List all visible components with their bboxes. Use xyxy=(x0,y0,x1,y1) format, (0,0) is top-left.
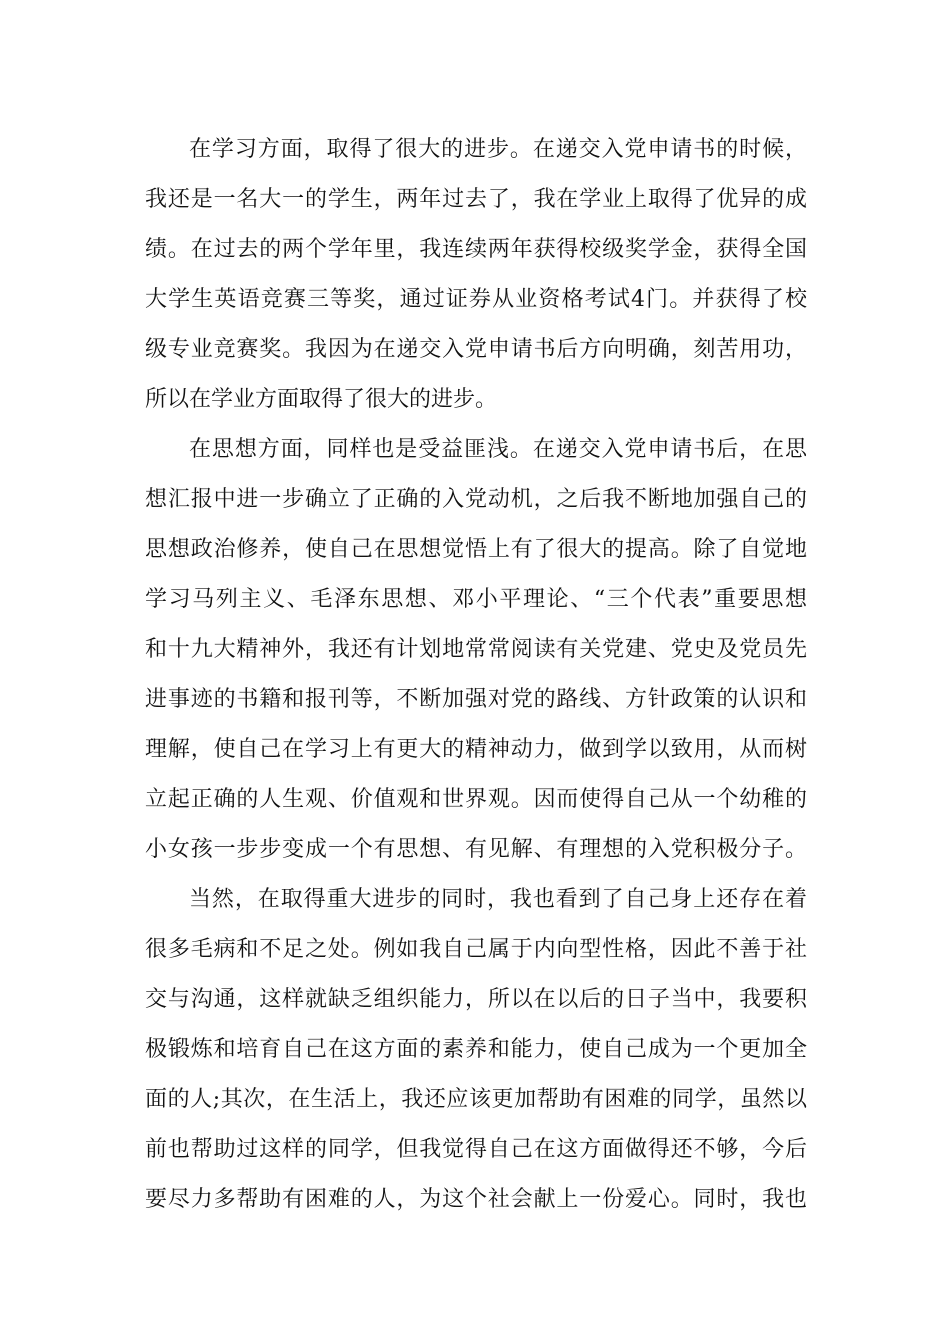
paragraph-1-line-4: 大学生英语竞赛三等奖，通过证券从业资格考试4门。并获得了校 xyxy=(145,287,807,312)
paragraph-2-line-1: 在思想方面，同样也是受益匪浅。在递交入党申请书后，在思 xyxy=(189,437,807,462)
paragraph-2-line-4: 学习马列主义、毛泽东思想、邓小平理论、“三个代表”重要思想 xyxy=(145,587,807,612)
paragraph-1-line-1: 在学习方面，取得了很大的进步。在递交入党申请书的时候， xyxy=(189,137,807,162)
paragraph-2-line-2: 想汇报中进一步确立了正确的入党动机，之后我不断地加强自己的 xyxy=(145,487,807,512)
paragraph-3-line-5: 面的人;其次，在生活上，我还应该更加帮助有困难的同学，虽然以 xyxy=(145,1087,807,1112)
paragraph-3-line-2: 很多毛病和不足之处。例如我自己属于内向型性格，因此不善于社 xyxy=(145,937,807,962)
paragraph-3-line-6: 前也帮助过这样的同学，但我觉得自己在这方面做得还不够，今后 xyxy=(145,1137,807,1162)
paragraph-3-line-4: 极锻炼和培育自己在这方面的素养和能力，使自己成为一个更加全 xyxy=(145,1037,807,1062)
paragraph-2-line-6: 进事迹的书籍和报刊等，不断加强对党的路线、方针政策的认识和 xyxy=(145,687,807,712)
paragraph-1-line-3: 绩。在过去的两个学年里，我连续两年获得校级奖学金，获得全国 xyxy=(145,237,807,262)
paragraph-3-line-1: 当然，在取得重大进步的同时，我也看到了自己身上还存在着 xyxy=(189,887,807,912)
paragraph-2-line-9: 小女孩一步步变成一个有思想、有见解、有理想的入党积极分子。 xyxy=(145,837,807,862)
paragraph-2-line-3: 思想政治修养，使自己在思想觉悟上有了很大的提高。除了自觉地 xyxy=(145,537,807,562)
paragraph-3-line-3: 交与沟通，这样就缺乏组织能力，所以在以后的日子当中，我要积 xyxy=(145,987,807,1012)
paragraph-3-line-7: 要尽力多帮助有困难的人，为这个社会献上一份爱心。同时，我也 xyxy=(145,1187,807,1212)
paragraph-1-line-2: 我还是一名大一的学生，两年过去了，我在学业上取得了优异的成 xyxy=(145,187,807,212)
paragraph-2-line-5: 和十九大精神外，我还有计划地常常阅读有关党建、党史及党员先 xyxy=(145,637,807,662)
paragraph-2-line-7: 理解，使自己在学习上有更大的精神动力，做到学以致用，从而树 xyxy=(145,737,807,762)
paragraph-2-line-8: 立起正确的人生观、价值观和世界观。因而使得自己从一个幼稚的 xyxy=(145,787,807,812)
paragraph-1-line-6: 所以在学业方面取得了很大的进步。 xyxy=(145,387,498,412)
paragraph-1-line-5: 级专业竞赛奖。我因为在递交入党申请书后方向明确，刻苦用功， xyxy=(145,337,807,362)
